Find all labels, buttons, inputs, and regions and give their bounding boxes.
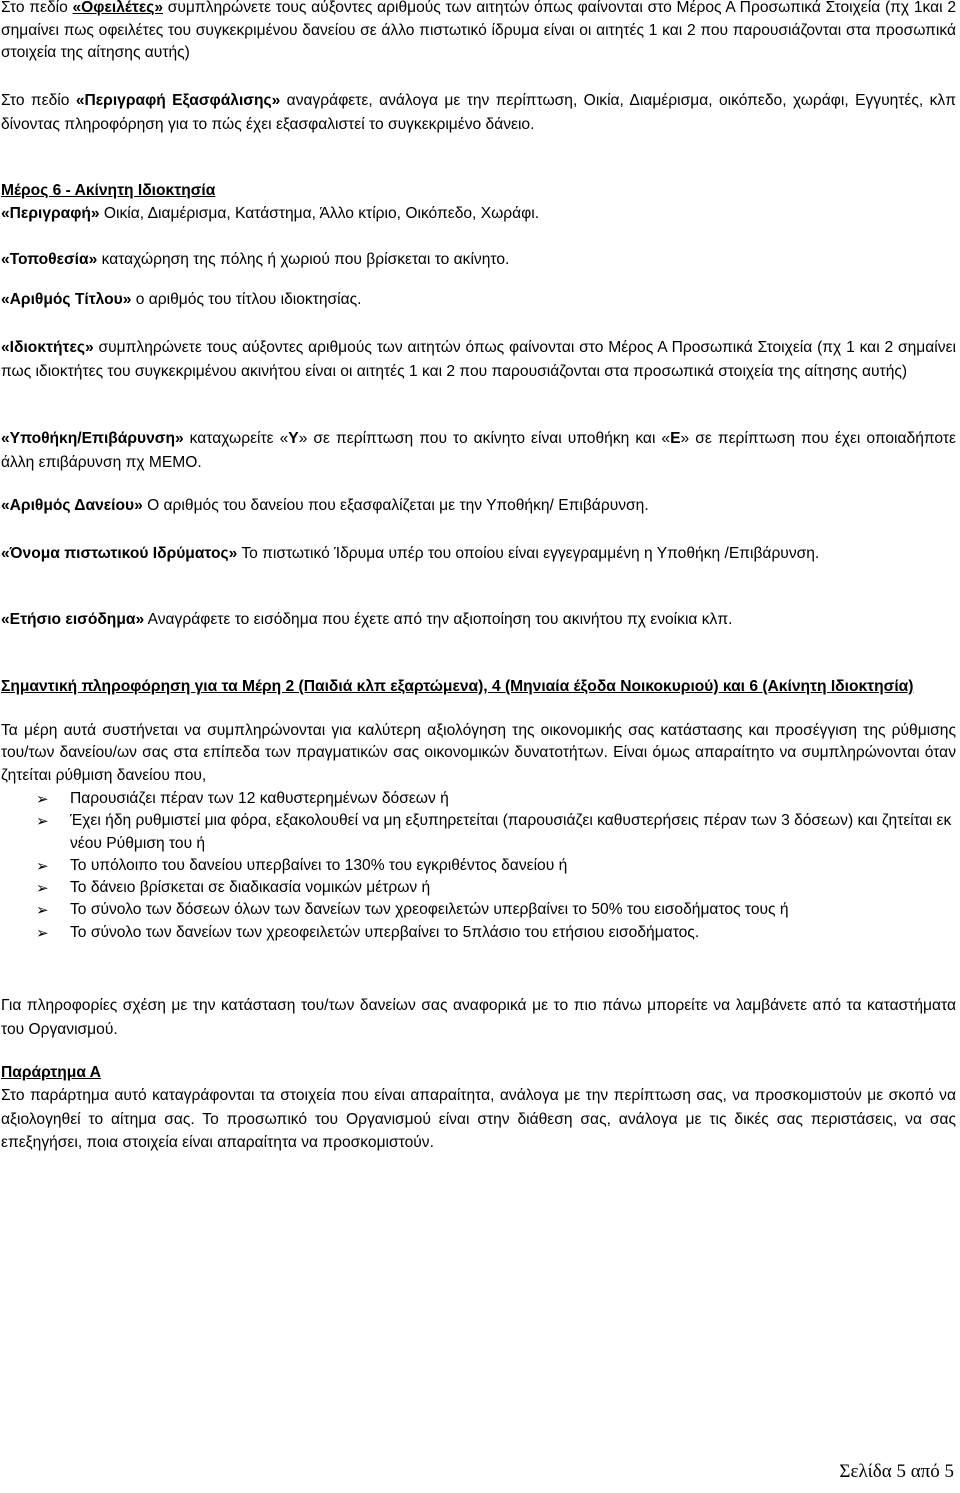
mortgage-code-y: Υ — [288, 430, 299, 447]
page-number: Σελίδα 5 από 5 — [839, 1461, 954, 1482]
owners-paragraph — [1, 336, 956, 383]
list-item — [36, 810, 956, 855]
mortgage-text-2: » σε περίπτωση που το ακίνητο είναι υποθήκη και « — [298, 430, 671, 447]
part6-heading — [1, 179, 956, 203]
title-number-field-label: «Αριθμός Τίτλου» — [1, 291, 132, 308]
debtors-prefix: Στο πεδίο — [1, 0, 73, 16]
arrow-bullet-icon: ➢ — [36, 901, 49, 920]
loan-number-line — [1, 494, 956, 518]
description-field-label: «Περιγραφή» — [1, 205, 100, 222]
arrow-bullet-icon: ➢ — [36, 879, 49, 898]
location-field-label: «Τοποθεσία» — [1, 251, 98, 268]
info-text: Για πληροφορίες σχέση με την κατάσταση του/των δανείων σας αναφορικά με το πιο πάνω μπορείτε να λαμβάνετε από τα καταστήματα του Οργανισμού. — [1, 997, 956, 1038]
owners-field-label: «Ιδιοκτήτες» — [1, 339, 94, 356]
appendix-heading — [1, 1061, 956, 1085]
arrow-bullet-icon: ➢ — [36, 812, 49, 831]
bank-name-paragraph — [1, 542, 956, 566]
appendix-body-text: Στο παράρτημα αυτό καταγράφονται τα στοιχεία που είναι απαραίτητα, ανάλογα με την περίπτωση σας, να προσκομιστούν με σκοπό να αξιολογηθεί το αίτημα σας. Το προσωπικό του Οργανισμού είναι στην διάθεση σας, ανάλογα με τις δικές σας περιστάσεις, να σας επεξηγήσει, ποια στοιχεία είναι απαραίτητα να προσκομιστούν. — [1, 1087, 956, 1151]
collateral-paragraph — [1, 89, 956, 136]
location-line — [1, 248, 956, 272]
annual-income-text: Αναγράφετε το εισόδημα που έχετε από την αξιοποίηση του ακινήτου πχ ενοίκια κλπ. — [144, 611, 733, 628]
appendix-heading-text: Παράρτημα Α — [1, 1064, 101, 1081]
part6-heading-text: Μέρος 6 - Ακίνητη Ιδιοκτησία — [1, 182, 216, 199]
important-heading-text: Σημαντική πληροφόρηση για τα Μέρη 2 (Παιδιά κλπ εξαρτώμενα), 4 (Μηνιαία έξοδα Νοικοκυριού) και 6 (Ακίνητη Ιδιοκτησία) — [1, 678, 914, 695]
list-item-text: Το σύνολο των δανείων των χρεοφειλετών υπερβαίνει το 5πλάσιο του ετήσιου εισοδήματος. — [70, 923, 700, 941]
important-body-text: Τα μέρη αυτά συστήνεται να συμπληρώνονται για καλύτερη αξιολόγηση της οικονομικής σας κατάστασης και προσέγγιση της ρύθμισης του/των δανείου/ων σας στα επίπεδα των πραγματικών σας οικονομικών δυνατοτήτων. Είναι όμως απαραίτητο να συμπληρώνονται όταν ζητείται ρύθμιση δανείου που, — [1, 722, 956, 784]
list-item-text: Το δάνειο βρίσκεται σε διαδικασία νομικών μέτρων ή — [70, 879, 431, 897]
appendix-body — [1, 1084, 956, 1155]
list-item — [36, 922, 956, 944]
debtors-description: συμπληρώνετε τους αύξοντες αριθμούς των αιτητών όπως φαίνονται στο Μέρος Α Προσωπικά Στοιχεία (πχ 1και 2 σημαίνει πως οφειλέτες του συγκεκριμένου δανείου σε άλλο πιστωτικό ίδρυμα είναι οι αιτητές 1 και 2 που παρουσιάζονται στα προσωπικά στοιχεία της αίτησης αυτής) — [1, 0, 956, 61]
debtors-field-label: «Οφειλέτες» — [72, 0, 164, 16]
part6-description-line — [1, 202, 956, 226]
bank-name-text: Το πιστωτικό Ίδρυμα υπέρ του οποίου είναι εγγεγραμμένη η Υποθήκη /Επιβάρυνση. — [237, 545, 820, 562]
list-item-text: Έχει ήδη ρυθμιστεί μια φόρα, εξακολουθεί να μη εξυπηρετείται (παρουσιάζει καθυστερήσεις πέραν των 3 δόσεων) και ζητείται εκ νέου Ρύθμιση του ή — [70, 812, 952, 852]
mortgage-paragraph — [1, 427, 956, 474]
mortgage-code-e: Ε — [670, 430, 681, 447]
loan-number-text: Ο αριθμός του δανείου που εξασφαλίζεται με την Υποθήκη/ Επιβάρυνση. — [142, 497, 649, 514]
debtors-paragraph — [1, 0, 956, 65]
list-item — [36, 855, 956, 877]
collateral-field-label: «Περιγραφή Εξασφάλισης» — [75, 92, 281, 109]
mortgage-text-3: » σε περίπτωση που έχει οποιαδήποτε άλλη επιβάρυνση πχ ΜΕΜΟ. — [1, 430, 956, 471]
collateral-description: αναγράφετε, ανάλογα με την περίπτωση, Οικία, Διαμέρισμα, οικόπεδο, χωράφι, Εγγυητές, κλπ δίνοντας πληροφόρηση για το πώς έχει εξασφαλιστεί το συγκεκριμένο δάνειο. — [1, 92, 956, 133]
list-item-text: Το σύνολο των δόσεων όλων των δανείων των χρεοφειλετών υπερβαίνει το 50% του εισοδήματος τους ή — [70, 901, 789, 919]
info-paragraph — [1, 994, 956, 1041]
arrow-bullet-icon: ➢ — [36, 923, 49, 942]
title-number-text: ο αριθμός του τίτλου ιδιοκτησίας. — [131, 291, 362, 308]
collateral-prefix: Στο πεδίο — [1, 92, 76, 109]
owners-text: συμπληρώνετε τους αύξοντες αριθμούς των αιτητών όπως φαίνονται στο Μέρος Α Προσωπικά Στοιχεία (πχ 1 και 2 σημαίνει πως ιδιοκτήτες του συγκεκριμένου ακινήτου είναι οι αιτητές 1 και 2 που παρουσιάζονται στα προσωπικά στοιχεία της αίτησης αυτής) — [1, 339, 956, 380]
loan-number-field-label: «Αριθμός Δανείου» — [1, 497, 143, 514]
annual-income-field-label: «Ετήσιο εισόδημα» — [1, 611, 145, 628]
annual-income-line — [1, 608, 956, 632]
list-item — [36, 788, 956, 810]
important-heading — [1, 676, 956, 699]
list-item — [36, 899, 956, 921]
title-number-line — [1, 288, 956, 312]
bank-name-field-label: «Όνομα πιστωτικού Ιδρύματος» — [1, 545, 238, 562]
list-item — [36, 877, 956, 899]
list-item-text: Το υπόλοιπο του δανείου υπερβαίνει το 130% του εγκριθέντος δανείου ή — [70, 856, 568, 874]
mortgage-field-label: «Υποθήκη/Επιβάρυνση» — [1, 430, 184, 447]
mortgage-text-1: καταχωρείτε « — [183, 430, 289, 447]
arrow-bullet-icon: ➢ — [36, 856, 49, 875]
important-body — [1, 720, 956, 787]
conditions-list — [36, 788, 956, 944]
description-text: Οικία, Διαμέρισμα, Κατάστημα, Άλλο κτίριο, Οικόπεδο, Χωράφι. — [99, 205, 540, 222]
location-text: καταχώρηση της πόλης ή χωριού που βρίσκεται το ακίνητο. — [97, 251, 510, 268]
list-item-text: Παρουσιάζει πέραν των 12 καθυστερημένων δόσεων ή — [70, 790, 449, 807]
arrow-bullet-icon: ➢ — [36, 790, 49, 808]
